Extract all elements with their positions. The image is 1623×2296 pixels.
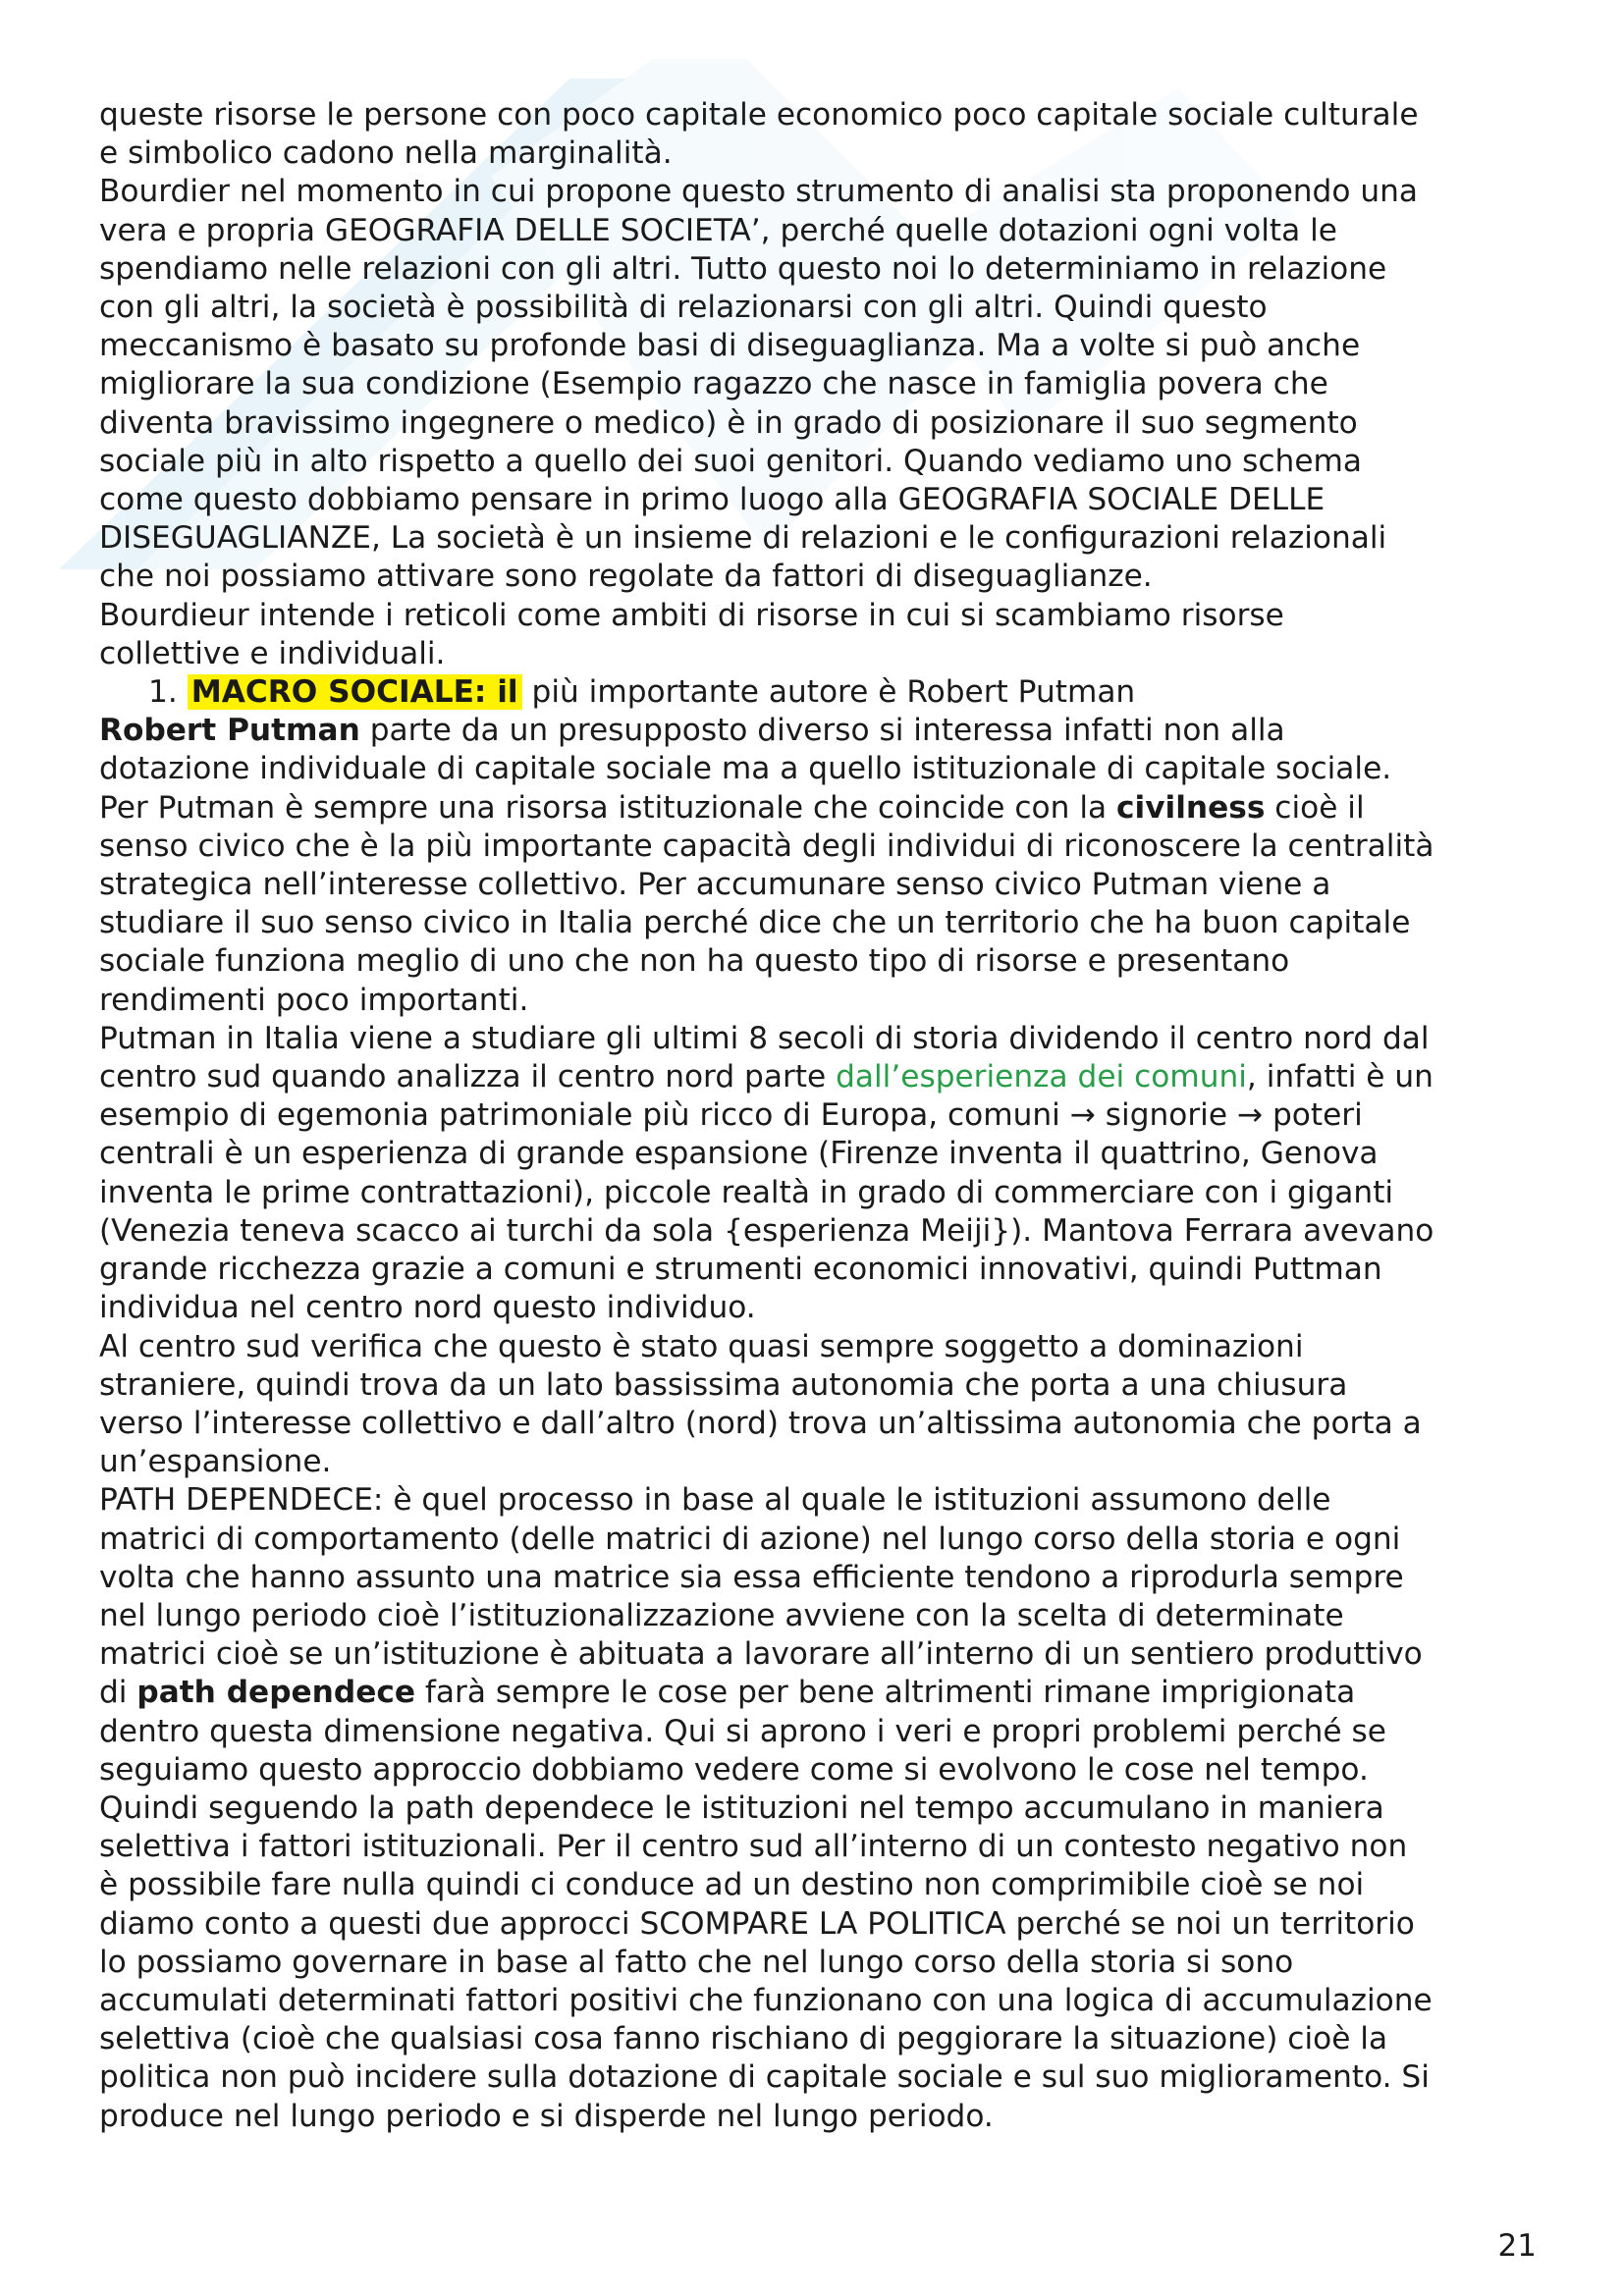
text-line: inventa le prime contrattazioni), piccole realtà in grado di commerciare con i giganti (99, 1174, 1394, 1210)
text-fragment: parte da un presupposto diverso si interessa infatti non alla (359, 713, 1285, 749)
text-line: spendiamo nelle relazioni con gli altri. Tutto questo noi lo determiniamo in relazione (99, 250, 1387, 287)
text-line: DISEGUAGLIANZE, La società è un insieme di relazioni e le configurazioni relazionali (99, 520, 1387, 557)
document-body (99, 96, 1552, 2136)
text-line: vera e propria GEOGRAFIA DELLE SOCIETA’, perché quelle dotazioni ogni volta le (99, 212, 1337, 248)
text-line: meccanismo è basato su profonde basi di diseguaglianza. Ma a volte si può anche (99, 328, 1361, 364)
text-line: che noi possiamo attivare sono regolate da fattori di diseguaglianze. (99, 559, 1153, 595)
text-line: (Venezia teneva scacco ai turchi da sola {esperienza Meiji}). Mantova Ferrara avevano (99, 1212, 1434, 1249)
text-line: dotazione individuale di capitale sociale ma a quello istituzionale di capitale sociale. (99, 751, 1392, 787)
text-fragment: di (99, 1675, 137, 1711)
text-line: straniere, quindi trova da un lato bassissima autonomia che porta a una chiusura (99, 1366, 1348, 1403)
text-line: Al centro sud verifica che questo è stato quasi sempre soggetto a dominazioni (99, 1328, 1304, 1364)
text-line: dentro questa dimensione negativa. Qui si aprono i veri e propri problemi perché se (99, 1713, 1386, 1749)
text-line: grande ricchezza grazie a comuni e strumenti economici innovativi, quindi Puttman (99, 1252, 1382, 1288)
text-line: migliorare la sua condizione (Esempio ragazzo che nasce in famiglia povera che (99, 366, 1328, 402)
text-fragment: , infatti è un (1246, 1059, 1434, 1095)
text-fragment: centro sud quando analizza il centro nord parte (99, 1059, 837, 1095)
list-item-text: più importante autore è Robert Putman (521, 674, 1136, 711)
text-line: Putman in Italia viene a studiare gli ultimi 8 secoli di storia dividendo il centro nord dal (99, 1020, 1430, 1056)
text-line: queste risorse le persone con poco capitale economico poco capitale sociale culturale (99, 97, 1419, 133)
text-line: sociale più in alto rispetto a quello dei suoi genitori. Quando vediamo uno schema (99, 443, 1362, 479)
highlighted-heading: MACRO SOCIALE: il (188, 674, 522, 710)
text-line: politica non può incidere sulla dotazione di capitale sociale e sul suo miglioramento. Si (99, 2059, 1430, 2096)
text-line: rendimenti poco importanti. (99, 982, 529, 1018)
text-line: e simbolico cadono nella marginalità. (99, 135, 673, 172)
page-number: 21 (1497, 2228, 1537, 2264)
text-line: con gli altri, la società è possibilità di relazionarsi con gli altri. Quindi questo (99, 290, 1268, 326)
bold-author-name: Robert Putman (99, 713, 360, 749)
text-line: lo possiamo governare in base al fatto che nel lungo corso della storia si sono (99, 1944, 1294, 1980)
text-line: diamo conto a questi due approcci SCOMPARE LA POLITICA perché se noi un territorio (99, 1905, 1415, 1942)
bold-term-civilness: civilness (1116, 789, 1266, 826)
text-fragment: Per Putman è sempre una risorsa istituzionale che coincide con la (99, 789, 1117, 826)
text-fragment: cioè il (1265, 789, 1365, 826)
text-line: PATH DEPENDECE: è quel processo in base al quale le istituzioni assumono delle (99, 1482, 1331, 1519)
text-line: Bourdieur intende i reticoli come ambiti di risorse in cui si scambiamo risorse (99, 597, 1284, 633)
text-line: sociale funziona meglio di uno che non ha questo tipo di risorse e presentano (99, 943, 1290, 980)
text-line: studiare il suo senso civico in Italia perché dice che un territorio che ha buon capitale (99, 905, 1411, 941)
green-colored-text: dall’esperienza dei comuni (836, 1059, 1247, 1095)
text-line: un’espansione. (99, 1444, 332, 1480)
numbered-list-item (99, 673, 1552, 712)
bold-term-path-dependece: path dependece (136, 1675, 416, 1711)
text-line (99, 789, 1552, 828)
text-line: seguiamo questo approccio dobbiamo vedere come si evolvono le cose nel tempo. (99, 1751, 1369, 1788)
text-line: esempio di egemonia patrimoniale più ricco di Europa, comuni → signorie → poteri (99, 1097, 1363, 1134)
text-line: nel lungo periodo cioè l’istituzionalizzazione avviene con la scelta di determinate (99, 1597, 1344, 1633)
text-line: individua nel centro nord questo individuo. (99, 1290, 756, 1326)
text-line (99, 1674, 1552, 1712)
text-line: come questo dobbiamo pensare in primo luogo alla GEOGRAFIA SOCIALE DELLE (99, 482, 1325, 518)
text-line: collettive e individuali. (99, 635, 446, 671)
text-line: selettiva i fattori istituzionali. Per il centro sud all’interno di un contesto negativo non (99, 1829, 1408, 1865)
text-line: Quindi seguendo la path dependece le istituzioni nel tempo accumulano in maniera (99, 1789, 1384, 1826)
text-line: senso civico che è la più importante capacità degli individui di riconoscere la centralità (99, 828, 1434, 864)
text-line: Bourdier nel momento in cui propone questo strumento di analisi sta proponendo una (99, 174, 1418, 210)
text-line: matrici di comportamento (delle matrici di azione) nel lungo corso della storia e ogni (99, 1521, 1401, 1557)
text-line: selettiva (cioè che qualsiasi cosa fanno rischiano di peggiorare la situazione) cioè la (99, 2021, 1388, 2057)
text-fragment: farà sempre le cose per bene altrimenti rimane imprigionata (415, 1675, 1356, 1711)
text-line: accumulati determinati fattori positivi che funzionano con una logica di accumulazione (99, 1982, 1433, 2018)
text-line: produce nel lungo periodo e si disperde nel lungo periodo. (99, 2098, 994, 2134)
text-line: è possibile fare nulla quindi ci conduce ad un destino non comprimibile cioè se noi (99, 1867, 1365, 1903)
text-line: centrali è un esperienza di grande espansione (Firenze inventa il quattrino, Genova (99, 1136, 1379, 1172)
text-line: diventa bravissimo ingegnere o medico) è in grado di posizionare il suo segmento (99, 404, 1358, 441)
text-line: verso l’interesse collettivo e dall’altro (nord) trova un’altissima autonomia che porta a (99, 1405, 1422, 1441)
text-line (99, 712, 1552, 750)
text-line: strategica nell’interesse collettivo. Per accumunare senso civico Putman viene a (99, 867, 1331, 903)
text-line (99, 1058, 1552, 1096)
text-line: matrici cioè se un’istituzione è abituata a lavorare all’interno di un sentiero produttivo (99, 1636, 1423, 1673)
list-number: 1. (148, 674, 178, 711)
text-line: volta che hanno assunto una matrice sia essa efficiente tendono a riprodurla sempre (99, 1559, 1404, 1595)
